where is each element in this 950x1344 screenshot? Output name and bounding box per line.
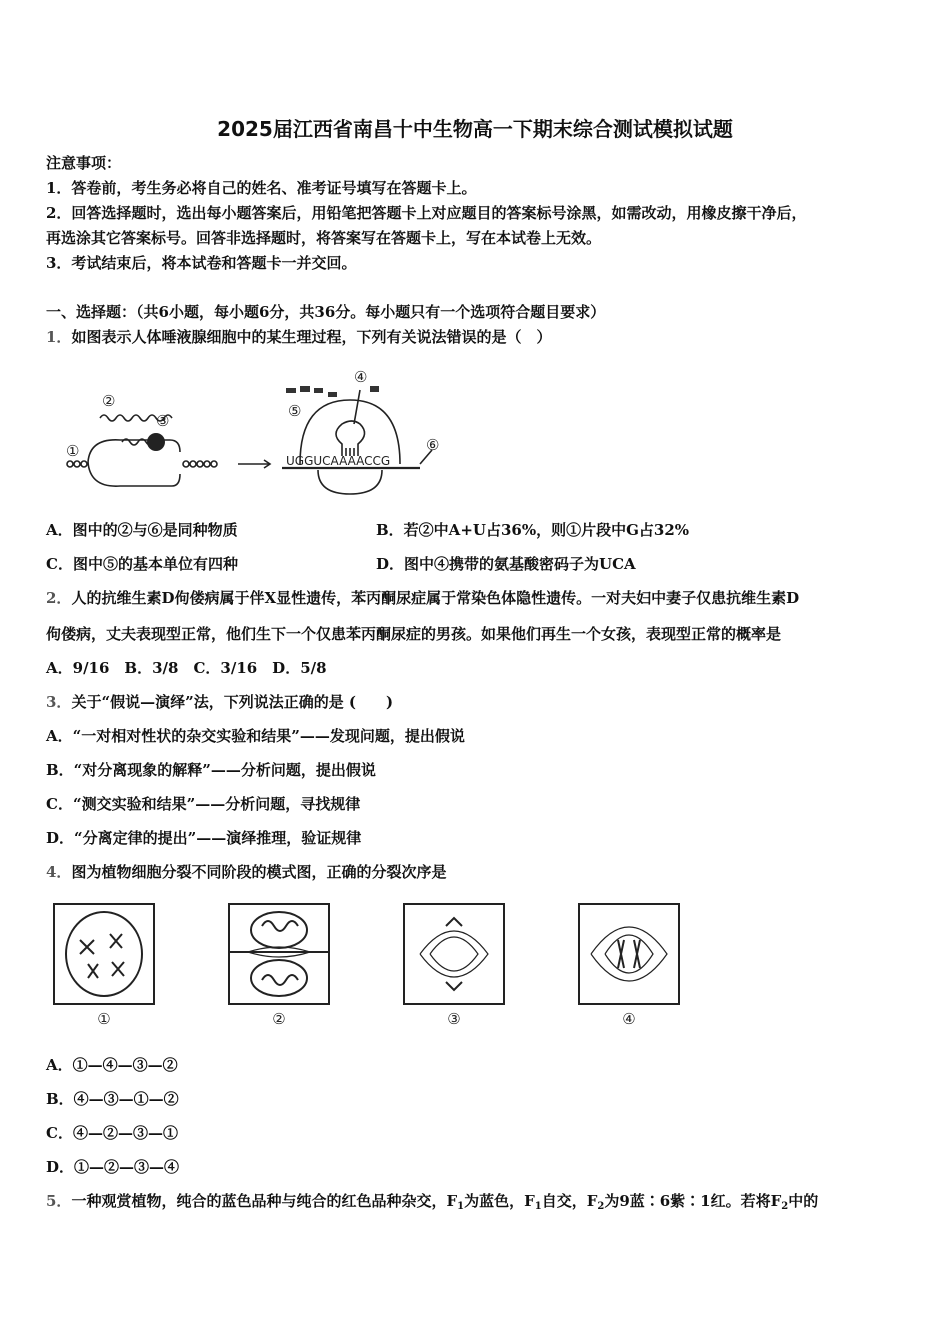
option-b: B．“对分离现象的解释”——分析问题，提出假说 xyxy=(46,761,376,779)
option-c: C．④—②—③—① xyxy=(46,1124,178,1142)
question-stem: 如图表示人体唾液腺细胞中的某生理过程，下列有关说法错误的是（ ） xyxy=(71,328,552,346)
option-d: D．①—②—③—④ xyxy=(46,1158,180,1176)
option-a: A．图中的②与⑥是同种物质 xyxy=(46,521,238,539)
figure-label: ① xyxy=(66,442,80,460)
question-stem: 一种观赏植物，纯合的蓝色品种与纯合的红色品种杂交，$F_1$为蓝色，$F_1$自交，$F_2$为9蓝∶6紫∶1红。若将$F_2$中的 xyxy=(71,1192,819,1212)
question-stem: 人的抗维生素D佝偻病属于伴X显性遗传，苯丙酮尿症属于常染色体隐性遗传。一对夫妇中妻子仅患抗维生素D xyxy=(71,589,800,607)
question-4 xyxy=(46,862,446,882)
figure-label: ② xyxy=(102,392,116,410)
cell-division-figure xyxy=(50,900,690,1032)
figure-label: ⑥ xyxy=(426,436,440,454)
option-d: D．图中④携带的氨基酸密码子为UCA xyxy=(376,555,636,573)
options-line: A．9/16 B．3/8 C．3/16 D．5/8 xyxy=(46,659,327,677)
transcription-translation-figure xyxy=(60,360,450,500)
figure-label: ② xyxy=(272,1010,286,1028)
section-heading: 一、选择题：（共6小题，每小题6分，共36分。每小题只有一个选项符合题目要求） xyxy=(46,303,606,321)
question-number: 5． xyxy=(46,1192,72,1210)
option-c: C．图中⑤的基本单位有四种 xyxy=(46,555,238,573)
mrna-sequence: UGGUCAAAACCG xyxy=(286,454,391,468)
question-2 xyxy=(46,588,799,608)
exam-title: 2025届江西省南昌十中生物高一下期末综合测试模拟试题 xyxy=(217,117,733,141)
option-b: B．④—③—①—② xyxy=(46,1090,179,1108)
question-stem: 关于“假说—演绎”法，下列说法正确的是 ( ) xyxy=(71,693,394,711)
option-a: A．①—④—③—② xyxy=(46,1056,178,1074)
figure-label: ⑤ xyxy=(288,402,302,420)
figure-label: ④ xyxy=(622,1010,636,1028)
option-a: A．“一对相对性状的杂交实验和结果”——发现问题，提出假说 xyxy=(46,727,465,745)
figure-label: ③ xyxy=(447,1010,461,1028)
question-3 xyxy=(46,692,393,712)
question-number: 1． xyxy=(46,328,72,346)
question-1 xyxy=(46,327,551,347)
question-5 xyxy=(46,1191,818,1211)
question-stem-continued: 佝偻病，丈夫表现型正常，他们生下一个仅患苯丙酮尿症的男孩。如果他们再生一个女孩，表现型正常的概率是 xyxy=(46,625,782,643)
notice-item: 2．回答选择题时，选出每小题答案后，用铅笔把答题卡上对应题目的答案标号涂黑，如需改动，用橡皮擦干净后， xyxy=(46,204,807,222)
option-c: C．“测交实验和结果”——分析问题，寻找规律 xyxy=(46,795,361,813)
question-number: 2． xyxy=(46,589,72,607)
question-number: 3． xyxy=(46,693,72,711)
question-stem: 图为植物细胞分裂不同阶段的模式图，正确的分裂次序是 xyxy=(71,863,447,881)
option-b: B．若②中A+U占36%，则①片段中G占32% xyxy=(376,521,690,539)
figure-label: ① xyxy=(97,1010,111,1028)
notice-item: 再选涂其它答案标号。回答非选择题时，将答案写在答题卡上，写在本试卷上无效。 xyxy=(46,229,602,247)
figure-label: ③ xyxy=(156,412,170,430)
notice-heading: 注意事项： xyxy=(46,154,122,172)
question-number: 4． xyxy=(46,863,72,881)
option-d: D．“分离定律的提出”——演绎推理，验证规律 xyxy=(46,829,362,847)
notice-item: 1．答卷前，考生务必将自己的姓名、准考证号填写在答题卡上。 xyxy=(46,179,477,197)
figure-label: ④ xyxy=(354,368,368,386)
notice-item: 3．考试结束后，将本试卷和答题卡一并交回。 xyxy=(46,254,357,272)
